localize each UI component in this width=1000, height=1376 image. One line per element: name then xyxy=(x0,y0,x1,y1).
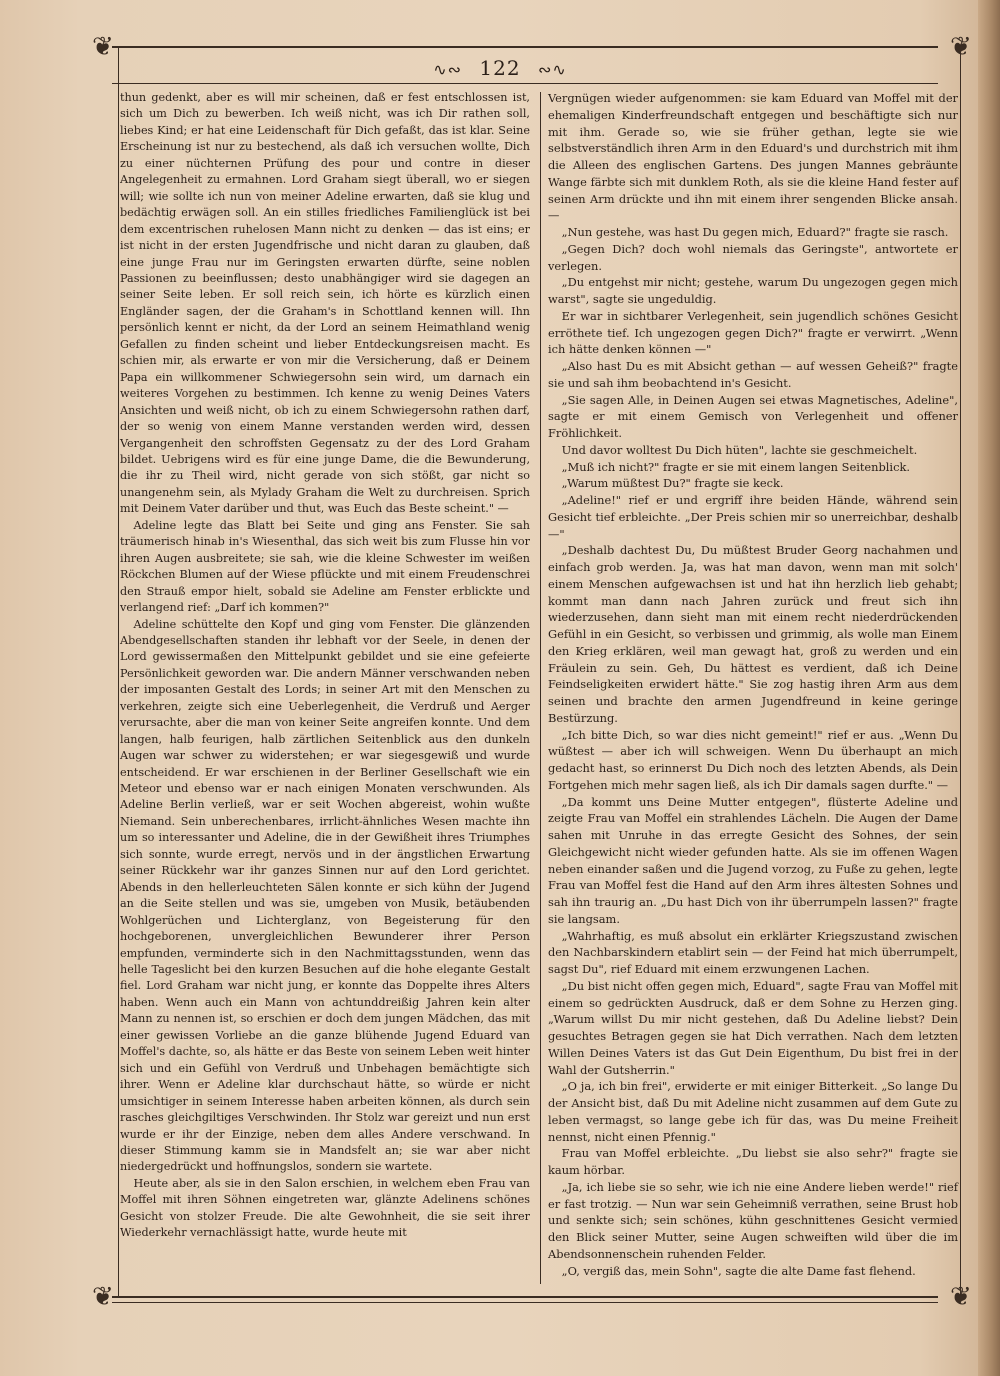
paragraph: „O ja, ich bin frei", erwiderte er mit einiger Bitterkeit. „So lange Du der Ansicht bist, daß Du mit Adeline nicht zusammen auf dem Gute zu leben vermagst, so lange gebe ich für das, was Du meine Freiheit nennst, nicht einen Pfennig." xyxy=(548,1079,958,1144)
paragraph: „Da kommt uns Deine Mutter entgegen", flüsterte Adeline und zeigte Frau van Moffel ein strahlendes Lächeln. Die Augen der Dame sahen mit Unruhe in das erregte Gesicht des Sohnes, der sein Gleichgewicht nicht wieder gefunden hatte. Als sie im offenen Wagen neben einander saßen und die Jugend vorzog, zu Fuße zu gehen, legte Frau van Moffel fest die Hand auf den Arm ihres ältesten Sohnes und sah ihn traurig an. „Du hast Dich von ihr überrumpeln lassen?" fragte sie langsam. xyxy=(548,794,958,926)
left-text-column xyxy=(120,90,530,1242)
paragraph: „Warum müßtest Du?" fragte sie keck. xyxy=(561,476,784,491)
paragraph: „Wahrhaftig, es muß absolut ein erklärter Kriegszustand zwischen den Nachbarskindern etablirt sein — der Feind hat mich überrumpelt, sagst Du", rief Eduard mit einem erzwungenen Lachen. xyxy=(548,928,958,976)
paragraph: „Du entgehst mir nicht; gestehe, warum Du ungezogen gegen mich warst", sagte sie ungeduldig. xyxy=(548,275,958,306)
corner-ornament-top-left-icon: ❦ xyxy=(92,32,114,62)
paragraph: Frau van Moffel erbleichte. „Du liebst sie also sehr?" fragte sie kaum hörbar. xyxy=(548,1146,958,1177)
paragraph: „Sie sagen Alle, in Deinen Augen sei etwas Magnetisches, Adeline", sagte er mit einem Gemisch von Verlegenheit und offener Fröhlichkeit. xyxy=(548,392,958,440)
paragraph: „O, vergiß das, mein Sohn", sagte die alte Dame fast flehend. xyxy=(561,1263,916,1278)
page-header xyxy=(0,56,1000,80)
paragraph: „Deshalb dachtest Du, Du müßtest Bruder Georg nachahmen und einfach grob werden. Ja, was hat man davon, wenn man mit solch' einem Menschen aufgewachsen ist und hat ihn herzlich lieb gehabt; kommt man dann nach Jahren zurück und freut sich ihn wiederzusehen, dann sieht man mit einem recht niederdrückenden Gefühl in ein Gesicht, so verbissen und grimmig, als wolle man Einem den Krieg erklären, weil man gewagt hat, groß zu werden und ein Fräulein zu sein. Geh, Du hättest es verdient, daß ich Deine Feindseligkeiten erwidert hätte." Sie zog hastig ihren Arm aus dem seinen und brachte den armen Jugendfreund in keine geringe Bestürzung. xyxy=(548,543,958,725)
paragraph: „Adeline!" rief er und ergriff ihre beiden Hände, während sein Gesicht tief erbleichte. „Der Preis schien mir so unerreichbar, deshalb —" xyxy=(548,493,958,541)
paragraph: „Muß ich nicht?" fragte er sie mit einem langen Seitenblick. xyxy=(561,459,910,474)
corner-ornament-top-right-icon: ❦ xyxy=(950,32,972,62)
header-ornament-right-icon: ∾∿ xyxy=(537,60,567,79)
paragraph: Vergnügen wieder aufgenommen: sie kam Eduard van Moffel mit der ehemaligen Kinderfreundschaft entgegen und beschäftigte sich nur mit ihm. Gerade so, wie sie früher gethan, legte sie wie selbstverständlich ihren Arm in den Eduard's und durchstrich mit ihm die Alleen des englischen Gartens. Des jungen Mannes gebräunte Wange färbte sich mit dunklem Roth, als sie die kleine Hand fester auf seinen Arm drückte und ihn mit einem ihrer sengenden Blicke ansah. — xyxy=(548,91,958,223)
paragraph: „Ich bitte Dich, so war dies nicht gemeint!" rief er aus. „Wenn Du wüßtest — aber ich will schweigen. Wenn Du überhaupt an mich gedacht hast, so erinnerst Du Dich noch des letzten Abends, als Dein Fortgehen mich mehr sagen ließ, als ich Dir damals sagen durfte." — xyxy=(548,727,958,792)
paragraph: Und davor wolltest Du Dich hüten", lachte sie geschmeichelt. xyxy=(561,442,918,457)
bottom-border-rule xyxy=(112,1296,938,1298)
paragraph: „Du bist nicht offen gegen mich, Eduard", sagte Frau van Moffel mit einem so gedrückten Ausdruck, daß er dem Sohne zu Herzen ging. „Warum willst Du mir nicht gestehen, daß Du Adeline liebst? Dein gesuchtes Betragen gegen sie hat Dich verrathen. Nach dem letzten Willen Deines Vaters ist das Gut Dein Eigenthum, Du bist frei in der Wahl der Gutsherrin." xyxy=(548,978,958,1077)
top-border-rule xyxy=(112,46,938,48)
left-border-rule xyxy=(118,48,119,1298)
column-divider xyxy=(540,92,541,1284)
page-number: 122 xyxy=(479,56,521,80)
paragraph: Adeline schüttelte den Kopf und ging vom Fenster. Die glänzenden Abendgesellschaften standen ihr lebhaft vor der Seele, in denen der Lord gewissermaßen den Mittelpunkt gebildet und sie eine gefeierte Persönlichkeit geworden war. Die andern Männer verschwanden neben der imposanten Gestalt des Lords; in seiner Art mit den Menschen zu verkehren, zeigte sich eine Ueberlegenheit, die Verdruß und Aerger verursachte, aber die man von keiner Seite angreifen konnte. Und dem langen, halb feurigen, halb zärtlichen Seitenblick aus den dunkeln Augen war schwer zu widerstehen; er war siegesgewiß und wurde entscheidend. Er war erschienen in der Berliner Gesellschaft wie ein Meteor und ebenso war er nach einigen Monaten verschwunden. Als Adeline Berlin verließ, war er seit Wochen abgereist, wohin wußte Niemand. Sein unberechenbares, irrlicht-ähnliches Wesen machte ihn um so interessanter und Adeline, die in der Gewißheit ihres Triumphes sich sonnte, wurde erregt, nervös und in der ängstlichen Erwartung seiner Rückkehr war ihr ganzes Sinnen nur auf den Lord gerichtet. Abends in den hellerleuchteten Sälen konnte er sich kühn der Jugend an die Seite stellen und was sie, umgeben von Musik, betäubenden Wohlgerüchen und Lichterglanz, von Begeisterung für den hochgeborenen, unvergleichlichen Bewunderer ihrer Person empfunden, verminderte sich in den Nachmittagsstunden, wenn das helle Tageslicht bei den kurzen Besuchen auf die hohe elegante Gestalt fiel. Lord Graham war nicht jung, er konnte das Doppelte ihres Alters haben. Wenn auch ein Mann von achtunddreißig Jahren kein alter Mann zu nennen ist, so erschien er doch dem jungen Mädchen, das mit einer gewissen Vorliebe an die ganze blühende Jugend Eduard van Moffel's dachte, so, als hätte er das Beste von seinem Leben weit hinter sich und ein Gefühl von Verdruß und Unbehagen bemächtigte sich ihrer. Wenn er Adeline klar durchschaut hätte, so würde er nicht umsichtiger in seinem Interesse haben arbeiten können, als durch sein rasches gleichgiltiges Verschwinden. Ihr Stolz war gereizt und nun erst wurde er ihr der Einzige, neben dem alles Andere verschwand. In dieser Stimmung kamm sie in Mandsfelt an; sie war aber nicht niedergedrückt und hoffnungslos, sondern sie wartete. xyxy=(120,617,530,1174)
right-border-rule xyxy=(960,48,961,1298)
paragraph: „Nun gestehe, was hast Du gegen mich, Eduard?" fragte sie rasch. xyxy=(561,225,949,239)
corner-ornament-bottom-left-icon: ❦ xyxy=(92,1282,114,1312)
paragraph: thun gedenkt, aber es will mir scheinen, daß er fest entschlossen ist, sich um Dich zu bewerben. Ich weiß nicht, was ich Dir rathen soll, liebes Kind; er hat eine Leidenschaft für Dich gefaßt, das ist klar. Seine Erscheinung ist nur zu bestechend, als daß ich versuchen wollte, Dich zu einer nüchternen Prüfung des pour und contre in dieser Angelegenheit zu ermahnen. Lord Graham siegt überall, wo er siegen will; wie sollte ich nun von meiner Adeline erwarten, daß sie klug und bedächtig erwägen soll. An ein stilles friedliches Familienglück ist bei dem excentrischen ruhelosen Mann nicht zu denken — das ist eins; er ist nicht in der ersten Jugendfrische und nicht daran zu glauben, daß eine junge Frau nur im Geringsten erwarten dürfte, seine noblen Passionen zu beeinflussen; desto unabhängiger wird sie dagegen an seiner Seite leben. Er soll reich sein, ich hörte es kürzlich einen Engländer sagen, der die Graham's in Schottland kennen will. Ihn persönlich kennt er nicht, da der Lord an seinem Heimathland wenig Gefallen zu finden scheint und lieber Entdeckungsreisen macht. Es schien mir, als erwarte er von mir die Versicherung, daß er Deinem Papa ein willkommener Schwiegersohn sein wird, um darnach ein weiteres Vorgehen zu bestimmen. Ich kenne zu wenig Deines Vaters Ansichten und weiß nicht, ob ich zu einem Schwiegersohn rathen darf, der so wenig von einem Manne verstanden werden wird, dessen Vergangenheit den schroffsten Gegensatz zu der des Lord Graham bildet. Uebrigens wird es für eine junge Dame, die die Bewunderung, die ihr zu Theil wird, nicht gerade von sich stößt, gar nicht so unangenehm sein, als Mylady Graham die Welt zu durchreisen. Sprich mit Deinem Vater darüber und thut, was Euch das Beste scheint." — xyxy=(120,91,530,516)
paragraph: Heute aber, als sie in den Salon erschien, in welchem eben Frau van Moffel mit ihren Söhnen eingetreten war, glänzte Adelinens schönes Gesicht von stolzer Freude. Die alte Gewohnheit, die sie seit ihrer Wiederkehr vernachlässigt hatte, wurde heute mit xyxy=(120,1176,530,1240)
corner-ornament-bottom-right-icon: ❦ xyxy=(950,1282,972,1312)
paragraph: „Gegen Dich? doch wohl niemals das Geringste", antwortete er verlegen. xyxy=(548,241,958,273)
header-ornament-left-icon: ∿∾ xyxy=(433,60,463,79)
right-text-column xyxy=(548,90,958,1279)
paragraph: „Also hast Du es mit Absicht gethan — auf wessen Geheiß?" fragte sie und sah ihm beobachtend in's Gesicht. xyxy=(548,359,958,390)
paragraph: „Ja, ich liebe sie so sehr, wie ich nie eine Andere lieben werde!" rief er fast trotzig. — Nun war sein Geheimniß verrathen, seine Brust hob und senkte sich; sein schönes, kühn geschnittenes Gesicht vermied den Blick seiner Mutter, seine Augen schweiften wild über die im Abendsonnenschein ruhenden Felder. xyxy=(548,1179,958,1261)
paragraph: Er war in sichtbarer Verlegenheit, sein jugendlich schönes Gesicht erröthete tief. Ich ungezogen gegen Dich?" fragte er verwirrt. „Wenn ich hätte denken können —" xyxy=(548,308,958,357)
book-binding-edge xyxy=(978,0,1000,1376)
paragraph: Adeline legte das Blatt bei Seite und ging ans Fenster. Sie sah träumerisch hinab in's Wiesenthal, das sich weit bis zum Flusse hin vor ihren Augen ausbreitete; sie sah, wie die kleine Schwester im weißen Röckchen Blumen auf der Wiese pflückte und mit einem Freudenschrei den Strauß empor hielt, sobald sie Adeline am Fenster erblickte und verlangend rief: „Darf ich kommen?" xyxy=(120,518,530,615)
header-underline-rule xyxy=(112,83,938,84)
bottom-border-rule-inner xyxy=(112,1302,938,1303)
